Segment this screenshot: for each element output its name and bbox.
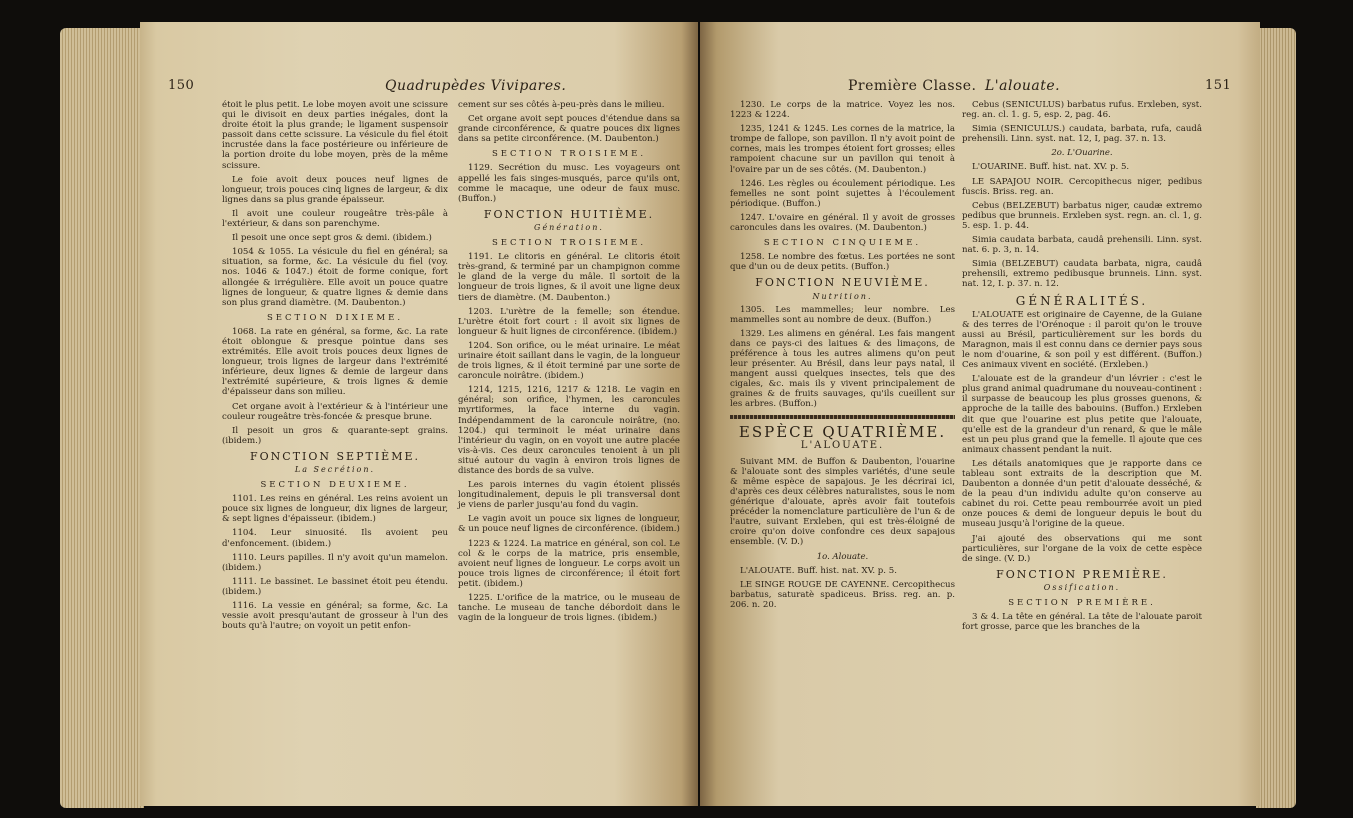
section-heading: SECTION TROISIEME. [491, 238, 647, 249]
paragraph: 1230. Le corps de la matrice. Voyez les nos. 1223 & 1224. [730, 100, 955, 121]
paragraph: 1247. L'ovaire en général. Il y avoit de grosses caroncules dans les ovaires. (M. Daubenton.) [730, 212, 955, 234]
paragraph: étoit le plus petit. Le lobe moyen avoit une scissure qui le divisoit en deux parties inégales, dont la droite étoit la plus grande; le ligament suspensoir passoit dans cette scissure. La vésicule du fiel étoit incrustée dans la face postérieure ou inférieure de la portion droite du lobe moyen, près de la même scissure. [222, 100, 448, 171]
paragraph: Simia (BELZEBUT) caudata barbata, nigra, caudâ prehensili, extremo pedibusque brunneis. Linn. syst. nat. 12, I. p. 37. n. 12. [962, 259, 1202, 290]
paragraph: L'alouate est de la grandeur d'un lévrier : c'est le plus grand animal quadrumane du nouveau-continent : il surpasse de beaucoup les plus grosses guenons, & approche de la taille des babouins. (Buffon.) Erxleben dit que que l'ouarine est plus petite que l'alouate, qu'elle est de la grandeur d'un renard, & que le mâle est un peu plus grand que la femelle. Il ajoute que ces animaux chassent pendant la nuit. [962, 374, 1202, 455]
paragraph: Il pesoit un gros & quarante-sept grains.(ibidem.) [222, 425, 448, 446]
left-page [140, 22, 698, 806]
paragraph: L'ALOUATE est originaire de Cayenne, de la Guiane & des terres de l'Orénoque : il paroit qu'on le trouve aussi au Brésil, particulièrement sur les bords du Maragnon, mais il est connu dans ce dernier pays sous le nom d'ouarine, & son poil y est différent. (Buffon.) Ces animaux vivent en société. (Erxleben.) [962, 309, 1202, 371]
left-column-2 [458, 100, 680, 627]
variety-heading: 1o. Alouate. [816, 551, 869, 562]
right-page-edges [1256, 28, 1296, 808]
open-book [20, 8, 1332, 814]
right-column-2 [962, 100, 1202, 636]
section-heading: SECTION CINQUIEME. [763, 238, 922, 249]
paragraph: 1101. Les reins en général. Les reins avoient un pouce six lignes de longueur, dix lignes de largeur, & sept lignes d'épaisseur. (ibidem.) [222, 494, 448, 525]
paragraph: Cet organe avoit à l'extérieur & à l'intérieur une couleur rougeâtre très-foncée & presque brune. [222, 401, 448, 422]
section-heading: SECTION DIXIEME. [266, 312, 404, 323]
left-page-number: 150 [168, 78, 195, 93]
paragraph: 1104. Leur sinuosité. Ils avoient peu d'enfoncement. (ibidem.) [222, 528, 448, 549]
paragraph: Simia (SENICULUS.) caudata, barbata, rufa, caudâ prehensili. Linn. syst. nat. 12, I, pag. 37. n. 13. [962, 124, 1202, 145]
right-page-number: 151 [1205, 78, 1232, 93]
section-heading: SECTION TROISIEME. [491, 149, 647, 160]
paragraph: Le vagin avoit un pouce six lignes de longueur, & un pouce neuf lignes de circonférence. (ibidem.) [458, 514, 680, 535]
paragraph: Cebus (BELZEBUT) barbatus niger, caudæ extremo pedibus que brunneis. Erxleben syst. regn. an. cl. 1, g. 5. esp. 1. p. 44. [962, 200, 1202, 231]
function-heading: FONCTION HUITIÈME. [483, 207, 655, 221]
paragraph: Il pesoit une once sept gros & demi. (ibidem.) [232, 233, 432, 244]
left-page-title: Quadrupèdes Vivipares. [385, 78, 567, 94]
paragraph: 1068. La rate en général, sa forme, &c. La rate étoit oblongue & presque pointue dans ses extrémités. Elle avoit trois pouces deux lignes de longueur, trois lignes de largeur dans l'extrémité inférieure, deux lignes & demie de largeur dans l'extrémité supérieure, & trois lignes & demie d'épaisseur dans son milieu. [222, 326, 448, 398]
right-page-title: Première Classe. [848, 78, 977, 94]
subheading: Génération. [534, 222, 604, 232]
paragraph: 1110. Leurs papilles. Il n'y avoit qu'un mamelon. (ibidem.) [222, 552, 448, 573]
paragraph: 1246. Les règles ou écoulement périodique. Les femelles ne sont point sujettes à l'écoulement périodique. (Buffon.) [730, 178, 955, 209]
paragraph: Les détails anatomiques que je rapporte dans ce tableau sont extraits de la description que M. Daubenton a donnée d'un petit d'alouate desséché, & de la peau d'un individu adulte qu'on conserve au cabinet du roi. Cette peau rembourrée avoit un pied onze pouces & demi de longueur depuis le bout du museau jusqu'à l'origine de la queue. [962, 458, 1202, 530]
paragraph: 1116. La vessie en général; sa forme, &c. La vessie avoit presqu'autant de grosseur à l'un des bouts qu'à l'autre; on voyoit un petit enfon- [222, 601, 448, 632]
paragraph: 1305. Les mammelles; leur nombre. Les mammelles sont au nombre de deux. (Buffon.) [730, 304, 955, 325]
left-column-1 [222, 100, 448, 635]
section-heading: SECTION PREMIÈRE. [1008, 598, 1156, 609]
paragraph: 1223 & 1224. La matrice en général, son col. Le col & le corps de la matrice, pris ensemble, avoient neuf lignes de longueur. Le corps avoit un pouce trois lignes de circonférence; il étoit fort petit. (ibidem.) [458, 538, 680, 589]
species-heading: ESPÈCE QUATRIÈME. [738, 422, 947, 441]
paragraph: 1111. Le bassinet. Le bassinet étoit peu étendu. (ibidem.) [222, 576, 448, 597]
generalites-heading: GÉNÉRALITÉS. [1015, 293, 1149, 308]
paragraph: Les parois internes du vagin étoient plissés longitudinalement, depuis le pli transversal dont je viens de parler jusqu'au fond du vagin. [458, 480, 680, 511]
paragraph: 1129. Secrétion du musc. Les voyageurs ont appellé les fais singes-musqués, parce qu'ils ont, comme le macaque, une odeur de faux musc. (Buffon.) [458, 163, 680, 204]
subheading: La Secrétion. [294, 465, 376, 474]
paragraph: J'ai ajouté des observations qui me sont particulières, sur l'organe de la voix de cette espèce de singe. (V. D.) [962, 533, 1202, 564]
variety-heading: 2o. L'Ouarine. [1051, 148, 1113, 159]
paragraph: Suivant MM. de Buffon & Daubenton, l'ouarine & l'alouate sont des simples variétés, d'une seule & même espèce de sapajous. Je les décrirai ici, d'après ces deux célèbres naturalistes, sous le nom générique d'alouate, après avoir fait toutefois précéder la nomenclature particulière de l'un & de l'autre, suivant Erxleben, qui est très-éloigné de croire qu'on doive confondre ces deux sapajous ensemble. (V. D.) [730, 456, 955, 548]
paragraph: 1054 & 1055. La vésicule du fiel en général; sa situation, sa forme, &c. La vésicule du fiel (voy. nos. 1046 & 1047.) étoit de forme conique, fort allongée & irrégulière. Elle avoit un pouce quatre lignes de longueur, & quatre lignes & demie dans son plus grand diamètre. (M. Daubenton.) [222, 247, 448, 308]
paragraph: Cebus (SENICULUS) barbatus rufus. Erxleben, syst. reg. an. cl. 1. g. 5, esp. 2, pag. 46. [962, 100, 1202, 121]
paragraph: 1329. Les alimens en général. Les fais mangent dans ce pays-ci des laitues & des limaçons, de préférence à tous les autres alimens qu'on peut leur présenter. Au Brésil, dans leur pays natal, il mangent aussi quelques insectes, tels que des cigales, &c. mais ils y vivent principalement de graines & de fruits sauvages, qu'ils cueillent sur les arbres. (Buffon.) [730, 328, 955, 410]
function-heading: FONCTION NEUVIÈME. [755, 276, 930, 290]
right-page [700, 22, 1260, 806]
subheading: Ossification. [1043, 582, 1121, 592]
paragraph: LE SAPAJOU NOIR. Cercopithecus niger, pedibus fuscis. Briss. reg. an. [962, 176, 1202, 197]
left-page-edges [60, 28, 144, 808]
paragraph: Il avoit une couleur rougeâtre très-pâle à l'extérieur, & dans son parenchyme. [222, 208, 448, 230]
paragraph: 1204. Son orifice, ou le méat urinaire. Le méat urinaire étoit saillant dans le vagin, de la longueur de trois lignes, & il étoit terminé par une sorte de caroncule noirâtre. (ibidem.) [458, 340, 680, 382]
species-name: L'ALOUATE. [800, 439, 885, 451]
function-heading: FONCTION SEPTIÈME. [250, 449, 420, 463]
right-page-title-italic: L'alouate. [985, 78, 1061, 94]
paragraph: 1235, 1241 & 1245. Les cornes de la matrice, la trompe de fallope, son pavillon. Il n'y avoit point de cornes, mais les trompes étoient fort grosses; elles rampoient chacune sur un pavillon qui tenoit à l'ovaire par un de ses côtés. (M. Daubenton.) [730, 124, 955, 175]
paragraph: LE SINGE ROUGE DE CAYENNE. Cercopithecus barbatus, saturatè spadiceus. Briss. reg. an. p. 206. n. 20. [730, 579, 955, 610]
subheading: Nutrition. [812, 291, 873, 301]
paragraph: L'ALOUATE. Buff. hist. nat. XV. p. 5. [740, 565, 897, 576]
paragraph: 1258. Le nombre des fœtus. Les portées ne sont que d'un ou de deux petits. (Buffon.) [730, 252, 955, 273]
paragraph: 1225. L'orifice de la matrice, ou le museau de tanche. Le museau de tanche débordoit dans le vagin de la longueur de trois lignes. (ibidem.) [458, 593, 680, 624]
paragraph: Cet organe avoit sept pouces d'étendue dans sa grande circonférence, & quatre pouces dix lignes dans sa petite circonférence. (M. Daubenton.) [458, 114, 680, 145]
paragraph: L'OUARINE. Buff. hist. nat. XV. p. 5. [972, 162, 1130, 173]
paragraph: 1214, 1215, 1216, 1217 & 1218. Le vagin en général; son orifice, l'hymen, les caroncules myrtiformes, la face interne du vagin. Indépendamment de la caroncule noirâtre, (no. 1204.) qui terminoit le méat urinaire dans l'intérieur du vagin, on en voyoit une autre placée vis-à-vis. Ces deux caroncules tenoient à un pli situé autour du vagin à environ trois lignes de distance des bords de sa vulve. [458, 385, 680, 476]
paragraph: 1191. Le clitoris en général. Le clitoris étoit très-grand, & terminé par un champignon comme le gland de la verge du mâle. Il sortoit de la longueur de trois lignes, & il avoit une ligne deux tiers de diamètre. (M. Daubenton.) [458, 252, 680, 303]
paragraph: Le foie avoit deux pouces neuf lignes de longueur, trois pouces cinq lignes de largeur, & dix lignes dans sa plus grande épaisseur. [222, 174, 448, 205]
right-column-1 [730, 100, 955, 614]
paragraph: 3 & 4. La tête en général. La tête de l'alouate paroit fort grosse, parce que les branches de la [962, 612, 1202, 633]
function-heading: FONCTION PREMIÈRE. [996, 567, 1168, 581]
paragraph: 1203. L'urètre de la femelle; son étendue. L'urètre étoit fort court : il avoit six lignes de longueur & huit lignes de circonférence. (ibidem.) [458, 306, 680, 337]
section-heading: SECTION DEUXIEME. [260, 480, 410, 491]
paragraph: Simia caudata barbata, caudâ prehensili. Linn. syst. nat. 6. p. 3, n. 14. [962, 235, 1202, 256]
paragraph: cement sur ses côtés à-peu-près dans le milieu. [458, 100, 665, 110]
ornamental-rule [730, 415, 955, 419]
